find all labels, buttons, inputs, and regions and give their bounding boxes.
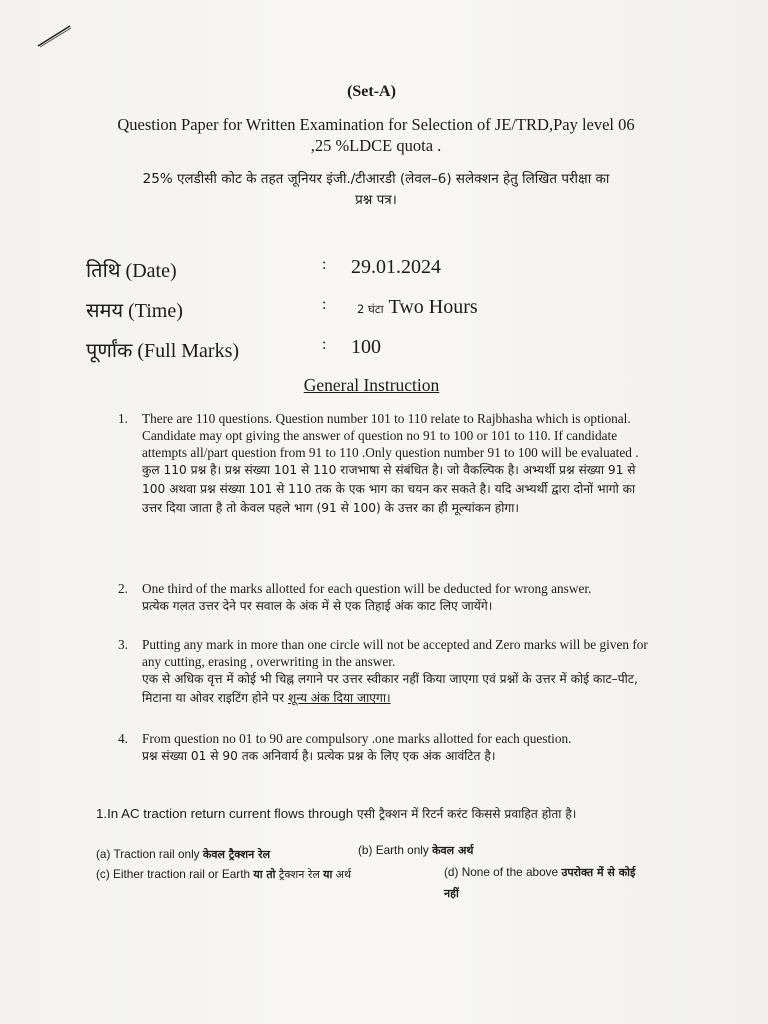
option-d — [444, 862, 644, 904]
instruction-english: From question no 01 to 90 are compulsory .one marks allotted for each question. — [142, 731, 572, 746]
hindi-title-line-1: 25% एलडीसी कोट के तहत जूनियर इंजी./टीआरडी (लेवल–6) सलेक्शन हेतु लिखित परीक्षा का — [142, 171, 610, 187]
instruction-english: Putting any mark in more than one circle will not be accepted and Zero marks will be given for any cutting, erasing , overwriting in the answer. — [142, 637, 648, 669]
option-c-english: (c) Either traction rail or Earth — [96, 867, 251, 881]
instruction-number: 4. — [118, 731, 128, 746]
pen-stroke-mark — [34, 22, 74, 52]
time-separator: : — [322, 296, 327, 313]
option-c-hindi-3: या — [323, 868, 333, 881]
option-c-hindi-4: अर्थ — [335, 868, 352, 881]
instruction-hindi — [142, 670, 648, 708]
instruction-hindi: कुल 110 प्रश्न है। प्रश्न संख्या 101 से 110 राजभाषा से संबंधित है। जो वैकल्पिक है। अभ्यर्थी प्रश्न संख्या 91 से 100 अथवा प्रश्न संख्या 101 से 110 तक के एक भाग का चयन कर सकते है। यदि अभ्यर्थी द्वारा दोनों भागो का उत्तर दिया जाता है तो केवल पहले भाग (91 से 100) के उत्तर का ही मूल्यांकन होगा। — [142, 463, 636, 515]
option-b-english: (b) Earth only — [358, 843, 429, 857]
date-row — [86, 256, 586, 284]
instruction-hindi: प्रत्येक गलत उत्तर देने पर सवाल के अंक में से एक तिहाई अंक काट लिए जायेंगे। — [142, 599, 493, 613]
marks-row — [86, 336, 586, 364]
date-value: 29.01.2024 — [351, 256, 441, 278]
instruction-number: 1. — [118, 411, 128, 426]
set-label: (Set-A) — [347, 83, 396, 100]
instruction-english: One third of the marks allotted for each question will be deducted for wrong answer. — [142, 581, 592, 596]
option-b-hindi: केवल अर्थ — [432, 844, 474, 857]
paper-title-hindi — [96, 169, 656, 211]
instruction-hindi-text: एक से अधिक वृत्त में कोई भी चिह्न लगाने पर उत्तर स्वीकार नहीं किया जाएगा एवं प्रश्नों के उत्तर में कोई काट–पीट, मिटाना या ओवर राइटिंग होने पर — [142, 672, 638, 705]
instruction-1 — [118, 410, 648, 518]
instruction-english: There are 110 questions. Question number 101 to 110 relate to Rajbhasha which is optional. Candidate may opt giving the answer of question no 91 to 100 or 101 to 110. If candidate attempts all/part question from 91 to 110 .Only question number 91 to 100 will be evaluated . — [142, 411, 639, 460]
time-label: समय (Time) — [86, 300, 183, 322]
marks-value: 100 — [351, 336, 381, 358]
date-separator: : — [322, 256, 327, 273]
instruction-hindi-underlined: शून्य अंक दिया जाएगा। — [287, 691, 391, 705]
option-c-hindi-2: ट्रैक्शन रेल — [278, 868, 320, 881]
option-d-english: (d) None of the above — [444, 865, 559, 879]
option-a-english: (a) Traction rail only — [96, 847, 200, 861]
option-a-hindi: केवल ट्रैक्शन रेल — [202, 848, 271, 861]
general-instruction-heading: General Instruction — [303, 375, 440, 395]
option-a — [96, 847, 270, 862]
hindi-title-line-2: प्रश्न पत्र। — [355, 192, 397, 208]
option-c-hindi-1: या तो — [253, 868, 276, 881]
title-line-1: Question Paper for Written Examination for Selection of JE/TRD,Pay level 06 — [117, 115, 635, 134]
question-1-stem — [96, 804, 644, 824]
marks-label: पूर्णांक (Full Marks) — [86, 340, 240, 362]
instruction-hindi: प्रश्न संख्या 01 से 90 तक अनिवार्य है। प्रत्येक प्रश्न के लिए एक अंक आवंटित है। — [142, 749, 496, 763]
time-value — [357, 296, 478, 319]
option-b — [358, 843, 473, 858]
instruction-number: 3. — [118, 637, 128, 652]
instruction-3 — [118, 636, 648, 708]
time-row — [86, 296, 586, 324]
time-value-hindi: 2 घंटा — [357, 302, 384, 316]
instruction-4 — [118, 730, 648, 766]
option-c — [96, 867, 351, 882]
paper-title-english — [96, 114, 656, 156]
marks-separator: : — [322, 336, 327, 353]
instruction-2 — [118, 580, 648, 616]
instruction-number: 2. — [118, 581, 128, 596]
question-1-english: 1.In AC traction return current flows through — [96, 806, 354, 821]
time-value-english: Two Hours — [388, 296, 478, 318]
title-line-2: ,25 %LDCE quota . — [310, 136, 442, 155]
option-d-hindi: उपरोक्त में से कोई नहीं — [444, 866, 636, 900]
question-1-hindi: एसी ट्रैक्शन में रिटर्न करंट किससे प्रवाहित होता है। — [356, 807, 577, 821]
date-label: तिथि (Date) — [86, 260, 177, 282]
